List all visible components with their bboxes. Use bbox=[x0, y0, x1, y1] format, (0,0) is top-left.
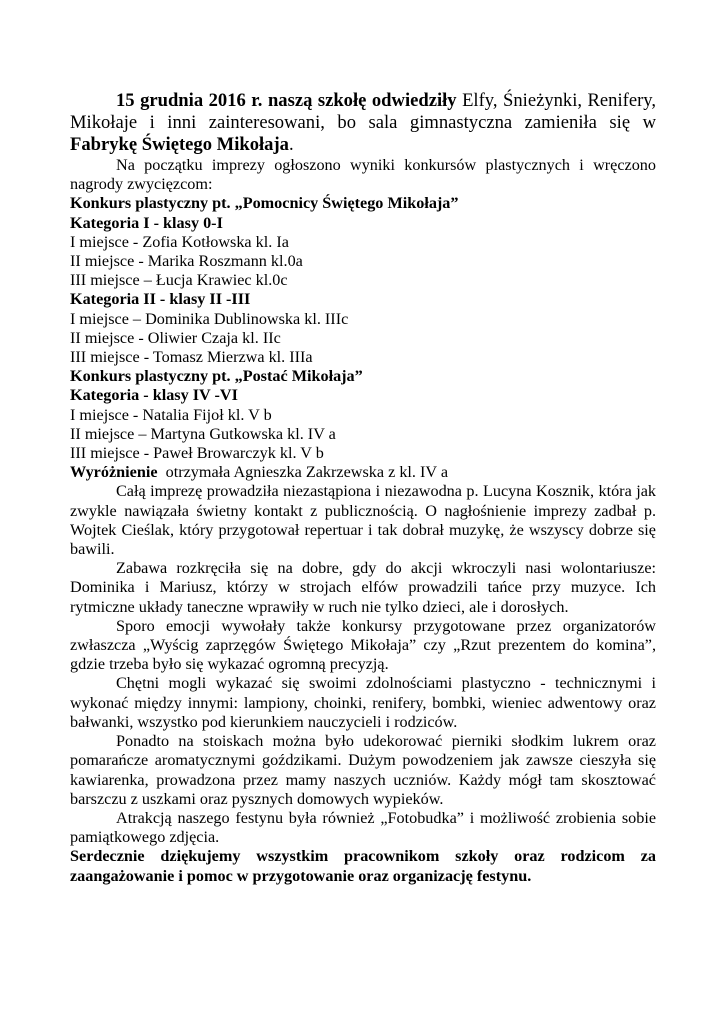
list-item: III miejsce – Łucja Krawiec kl.0c bbox=[70, 271, 288, 290]
distinction-text: otrzymała Agnieszka Zakrzewska z kl. IV a bbox=[157, 463, 449, 482]
list-item: II miejsce - Marika Roszmann kl.0a bbox=[70, 252, 303, 271]
closing-thanks: Serdecznie dziękujemy wszystkim pracownikom szkoły oraz rodzicom za zaangażowanie i pomoc w przygotowanie oraz organizację festynu. bbox=[70, 847, 656, 885]
list-item: III miejsce - Paweł Browarczyk kl. V b bbox=[70, 444, 324, 463]
category3-title: Kategoria - klasy IV -VI bbox=[70, 386, 238, 405]
contest-intro: Na początku imprezy ogłoszono wyniki konkursów plastycznych i wręczono nagrody zwycięzcom: bbox=[70, 156, 656, 194]
contest1-title: Konkurs plastyczny pt. „Pomocnicy Świętego Mikołaja” bbox=[70, 194, 459, 213]
intro-paragraph bbox=[70, 90, 656, 156]
paragraph-host: Całą imprezę prowadziła niezastąpiona i niezawodna p. Lucyna Kosznik, która jak zwykle nawiązała świetny kontakt z publicznością. O nagłośnienie imprezy zadbał p. Wojtek Cieślak, który przygotował repertuar i tak dobrał muzykę, że wszyscy dobrze się bawili. bbox=[70, 482, 656, 559]
document-body bbox=[70, 90, 656, 886]
intro-date: 15 grudnia 2016 r. naszą szkołę odwiedziły bbox=[116, 90, 457, 111]
list-item: I miejsce - Zofia Kotłowska kl. Ia bbox=[70, 232, 289, 251]
intro-end: . bbox=[288, 134, 294, 155]
distinction-line bbox=[70, 463, 656, 482]
category2-title: Kategoria II - klasy II -III bbox=[70, 290, 251, 309]
list-item: I miejsce - Natalia Fijoł kl. V b bbox=[70, 405, 272, 424]
category1-title: Kategoria I - klasy 0-I bbox=[70, 213, 223, 232]
list-item: II miejsce - Oliwier Czaja kl. IIc bbox=[70, 328, 281, 347]
contest2-title: Konkurs plastyczny pt. „Postać Mikołaja” bbox=[70, 367, 363, 386]
paragraph-crafts: Chętni mogli wykazać się swoimi zdolnościami plastyczno - technicznymi i wykonać między innymi: lampiony, choinki, renifery, bombki, wieniec adwentowy oraz bałwanki, wszystko pod kierunkiem nauczycieli i rodziców. bbox=[70, 674, 656, 731]
list-item: III miejsce - Tomasz Mierzwa kl. IIIa bbox=[70, 348, 313, 367]
list-item: II miejsce – Martyna Gutkowska kl. IV a bbox=[70, 424, 336, 443]
paragraph-contests: Sporo emocji wywołały także konkursy przygotowane przez organizatorów zwłaszcza „Wyścig zaprzęgów Świętego Mikołaja” czy „Rzut prezentem do komina”, gdzie trzeba było się wykazać ogromną precyzją. bbox=[70, 616, 656, 674]
paragraph-photobooth: Atrakcją naszego festynu była również „Fotobudka” i możliwość zrobienia sobie pamiątkowego zdjęcia. bbox=[70, 808, 656, 847]
paragraph-stands: Ponadto na stoiskach można było udekorować pierniki słodkim lukrem oraz pomarańcze aromatycznymi goździkami. Dużym powodzeniem jak zawsze cieszyła się kawiarenka, prowadzona przez mamy naszych uczniów. Każdy mógł tam skosztować barszczu z uszkami oraz pysznych domowych wypieków. bbox=[70, 732, 656, 808]
distinction-label: Wyróżnienie bbox=[70, 463, 158, 482]
intro-factory-name: Fabrykę Świętego Mikołaja bbox=[70, 134, 289, 155]
paragraph-volunteers: Zabawa rozkręciła się na dobre, gdy do akcji wkroczyli nasi wolontariusze: Dominika i Mariusz, którzy w strojach elfów prowadzili tańce przy muzyce. Ich rytmiczne układy taneczne wprawiły w ruch nie tylko dzieci, ale i dorosłych. bbox=[70, 559, 656, 616]
intro-text: Elfy, Śnieżynki, Renifery, Mikołaje i inni zainteresowani, bo sala gimnastyczna zamieniła się w bbox=[70, 90, 657, 133]
list-item: I miejsce – Dominika Dublinowska kl. IIIc bbox=[70, 309, 349, 328]
